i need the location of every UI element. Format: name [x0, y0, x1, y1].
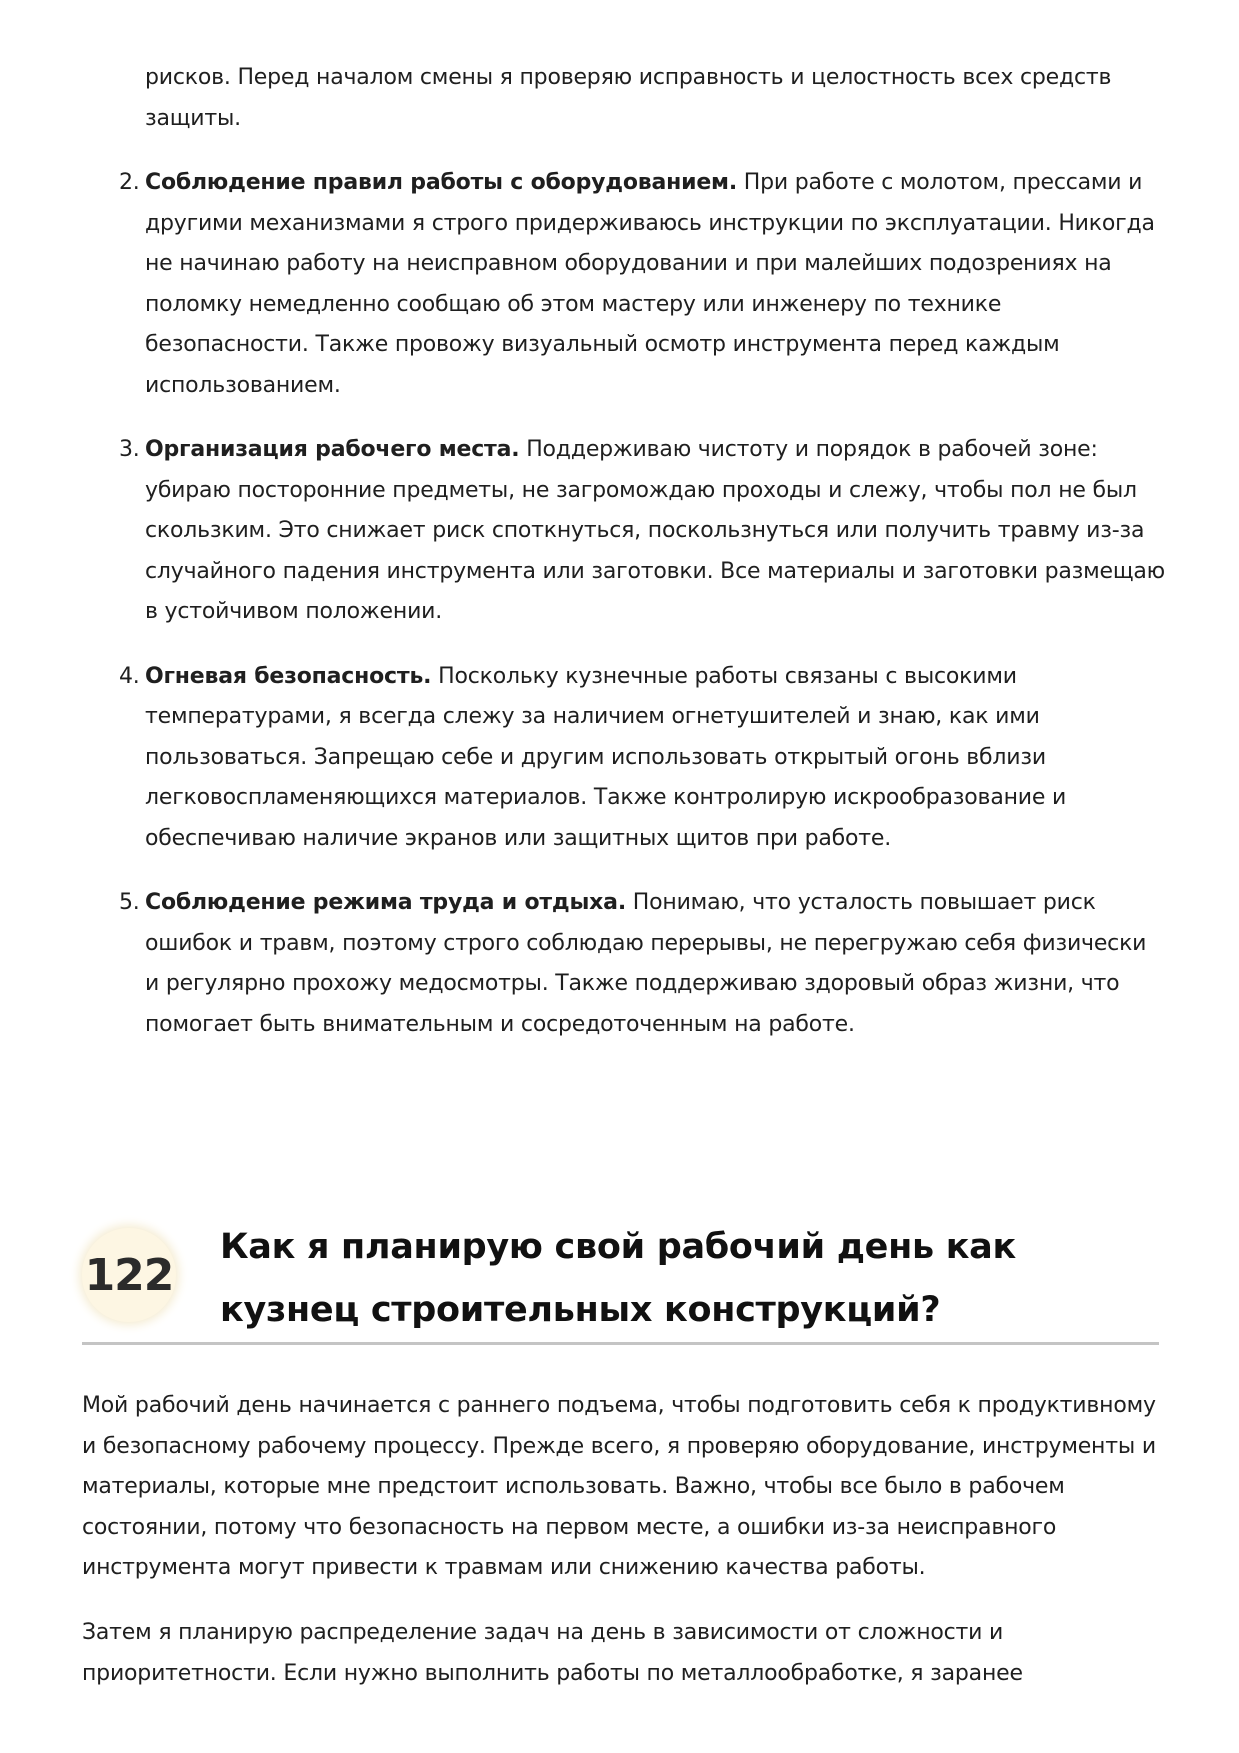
list-item-text: Поскольку кузнечные работы связаны с высокими температурами, я всегда слежу за наличием огнетушителей и знаю, как ими пользоваться. Запрещаю себе и другим использовать открытый огонь вблизи легковоспламеняющихся материалов. Также контролирую искрообразование и обеспечиваю наличие экранов или защитных щитов при работе.: [145, 663, 1067, 851]
section-header: [82, 1216, 1162, 1346]
list-item: [115, 430, 1165, 633]
list-item-text: При работе с молотом, прессами и другими механизмами я строго придерживаюсь инструкции по эксплуатации. Никогда не начинаю работу на неисправном оборудовании и при малейших подозрениях на поломку немедленно сообщаю об этом мастеру или инженеру по технике безопасности. Также провожу визуальный осмотр инструмента перед каждым использованием.: [145, 170, 1155, 398]
list-item-number: 5.: [119, 890, 140, 915]
list-item: [115, 163, 1165, 406]
list-item-number: 4.: [119, 663, 140, 689]
list-item-title: Соблюдение правил работы с оборудованием.: [145, 170, 737, 195]
list-item-title: Организация рабочего места.: [145, 437, 520, 462]
list-item-title: Огневая безопасность.: [145, 663, 432, 689]
list-item-number: 3.: [119, 437, 140, 462]
safety-list: [115, 58, 1165, 1069]
body-paragraph: Затем я планирую распределение задач на день в зависимости от сложности и приоритетности. Если нужно выполнить работы по металлообработке, я заранее: [82, 1620, 1023, 1686]
list-item-text: Понимаю, что усталость повышает риск ошибок и травм, поэтому строго соблюдаю перерывы, не перегружаю себя физически и регулярно прохожу медосмотры. Также поддерживаю здоровый образ жизни, что помогает быть внимательным и сосредоточенным на работе.: [145, 890, 1147, 1037]
list-item-continuation: [115, 58, 1165, 139]
list-item-title: Соблюдение режима труда и отдыха.: [145, 890, 626, 915]
list-item: [115, 657, 1165, 860]
section-number-badge: 122: [82, 1228, 176, 1322]
body-paragraph: Мой рабочий день начинается с раннего подъема, чтобы подготовить себя к продуктивному и безопасному рабочему процессу. Прежде всего, я проверяю оборудование, инструменты и материалы, которые мне предстоит использовать. Важно, чтобы все было в рабочем состоянии, потому что безопасность на первом месте, а ошибки из-за неисправного инструмента могут привести к травмам или снижению качества работы.: [82, 1393, 1156, 1580]
list-item: [115, 883, 1165, 1045]
list-item-number: 2.: [119, 170, 140, 195]
section-divider: [82, 1342, 1159, 1345]
list-item-text: Поддерживаю чистоту и порядок в рабочей зоне: убираю посторонние предметы, не загромождаю проходы и слежу, чтобы пол не был скользким. Это снижает риск споткнуться, поскользнуться или получить травму из-за случайного падения инструмента или заготовки. Все материалы и заготовки размещаю в устойчивом положении.: [145, 437, 1165, 624]
section-title: Как я планирую свой рабочий день как кузнец строительных конструкций?: [220, 1227, 1016, 1330]
continuation-text: рисков. Перед началом смены я проверяю исправность и целостность всех средств защиты.: [145, 65, 1112, 131]
